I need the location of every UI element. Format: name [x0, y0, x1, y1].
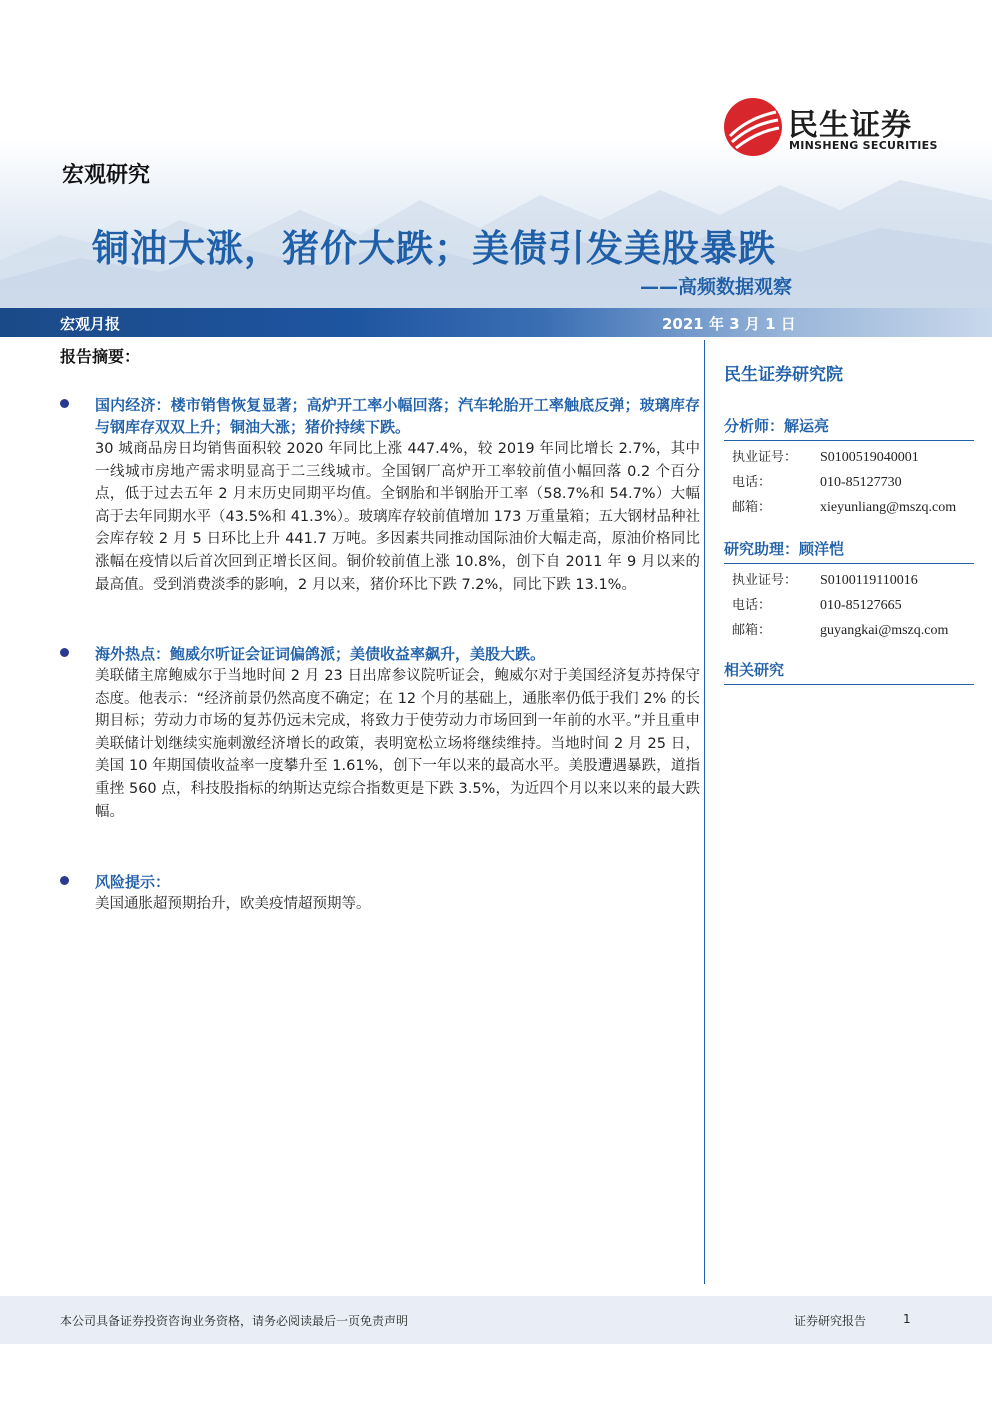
bullet-body: 美国通胀超预期抬升，欧美疫情超预期等。	[95, 896, 371, 912]
assistant-phone-row	[724, 593, 974, 618]
section-label: 宏观研究	[62, 163, 151, 188]
email-label: 邮箱：	[732, 623, 772, 638]
report-info-band	[0, 308, 992, 337]
bullet-heading: 海外热点：鲍威尔听证会证词偏鸽派；美债收益率飙升，美股大跌。	[95, 645, 546, 663]
report-type: 宏观月报	[60, 315, 121, 333]
email-value: xieyunliang@mszq.com	[820, 500, 957, 515]
license-value: S0100119110016	[820, 573, 918, 588]
license-label: 执业证号：	[732, 450, 798, 465]
footer-doc-type: 证券研究报告	[794, 1314, 867, 1328]
bullet-body: 30 城商品房日均销售面积较 2020 年同比上涨 447.4%，较 2019 年同比增长 2.7%，其中一线城市房地产需求明显高于二三线城市。全国钢厂高炉开工率较前值小幅回落 0.2 个百分点，低于过去五年 2 月末历史同期平均值。全钢胎和半钢胎开工率（58.7%和 54.7%）大幅高于去年同期水平（43.5%和 41.3%）。玻璃库存较前值增加 173 万重量箱；五大钢材品种社会库存较 2 月 5 日环比上升 441.7 万吨。多因素共同推动国际油价大幅走高，原油价格同比涨幅在疫情以后首次回到正增长区间。铜价较前值上涨 10.8%，创下自 2011 年 9 月以来的最高值。受到消费淡季的影响，2 月以来，猪价环比下跌 7.2%，同比下跌 13.1%。	[95, 441, 700, 593]
sidebar	[724, 355, 974, 685]
report-title: 铜油大涨，猪价大跌；美债引发美股暴跌	[92, 227, 776, 270]
analyst-license-row	[724, 445, 974, 470]
bullet-body: 美联储主席鲍威尔于当地时间 2 月 23 日出席参议院听证会，鲍威尔对于美国经济复苏持保守态度。他表示：“经济前景仍然高度不确定；在 12 个月的基础上，通胀率仍低于我们 2% 的长期目标；劳动力市场的复苏仍远未完成，将致力于使劳动力市场回到一年前的水平。”并且重申美联储计划继续实施刺激经济增长的政策，表明宽松立场将继续维持。当地时间 2 月 25 日，美国 10 年期国债收益率一度攀升至 1.61%，创下一年以来的最高水平。美股遭遇暴跌，道指重挫 560 点，科技股指标的纳斯达克综合指数更是下跌 3.5%，为近四个月以来以来的最大跌幅。	[95, 668, 700, 820]
report-date: 2021 年 3 月 1 日	[662, 315, 796, 333]
bullet-dot-icon	[60, 648, 69, 657]
analyst-phone-row	[724, 470, 974, 495]
phone-value: 010-85127665	[820, 598, 902, 613]
phone-label: 电话：	[732, 598, 772, 613]
report-subtitle: ——高频数据观察	[640, 276, 793, 298]
footer	[0, 1296, 992, 1344]
bullet-heading: 风险提示：	[95, 873, 171, 891]
bullet-overseas-hotspot	[60, 643, 700, 823]
research-institute: 民生证券研究院	[724, 365, 843, 385]
bullet-heading: 国内经济：楼市销售恢复显著；高炉开工率小幅回落；汽车轮胎开工率触底反弹；玻璃库存与钢库存双双上升；铜油大涨；猪价持续下跌。	[95, 396, 700, 436]
email-label: 邮箱：	[732, 500, 772, 515]
email-value: guyangkai@mszq.com	[820, 623, 949, 638]
column-divider	[704, 340, 705, 1284]
logo-chinese-name: 民生证券	[788, 108, 912, 143]
bullet-domestic-economy	[60, 394, 700, 596]
assistant-role: 研究助理：顾洋恺	[724, 538, 974, 564]
assistant-email-row	[724, 618, 974, 643]
analyst-email-row	[724, 495, 974, 520]
related-research-heading: 相关研究	[724, 659, 974, 685]
license-label: 执业证号：	[732, 573, 798, 588]
logo-emblem-icon	[722, 96, 784, 158]
company-logo	[722, 96, 952, 160]
bullet-dot-icon	[60, 399, 69, 408]
assistant-license-row	[724, 568, 974, 593]
bullet-dot-icon	[60, 876, 69, 885]
phone-value: 010-85127730	[820, 475, 902, 490]
license-value: S0100519040001	[820, 450, 919, 465]
abstract-heading: 报告摘要：	[60, 347, 141, 366]
phone-label: 电话：	[732, 475, 772, 490]
bullet-risk-warning	[60, 871, 700, 916]
footer-disclaimer: 本公司具备证券投资咨询业务资格，请务必阅读最后一页免责声明	[60, 1314, 409, 1328]
logo-english-name: MINSHENG SECURITIES	[789, 139, 938, 152]
analyst-role: 分析师：解运亮	[724, 415, 974, 441]
page-number: 1	[903, 1312, 911, 1326]
